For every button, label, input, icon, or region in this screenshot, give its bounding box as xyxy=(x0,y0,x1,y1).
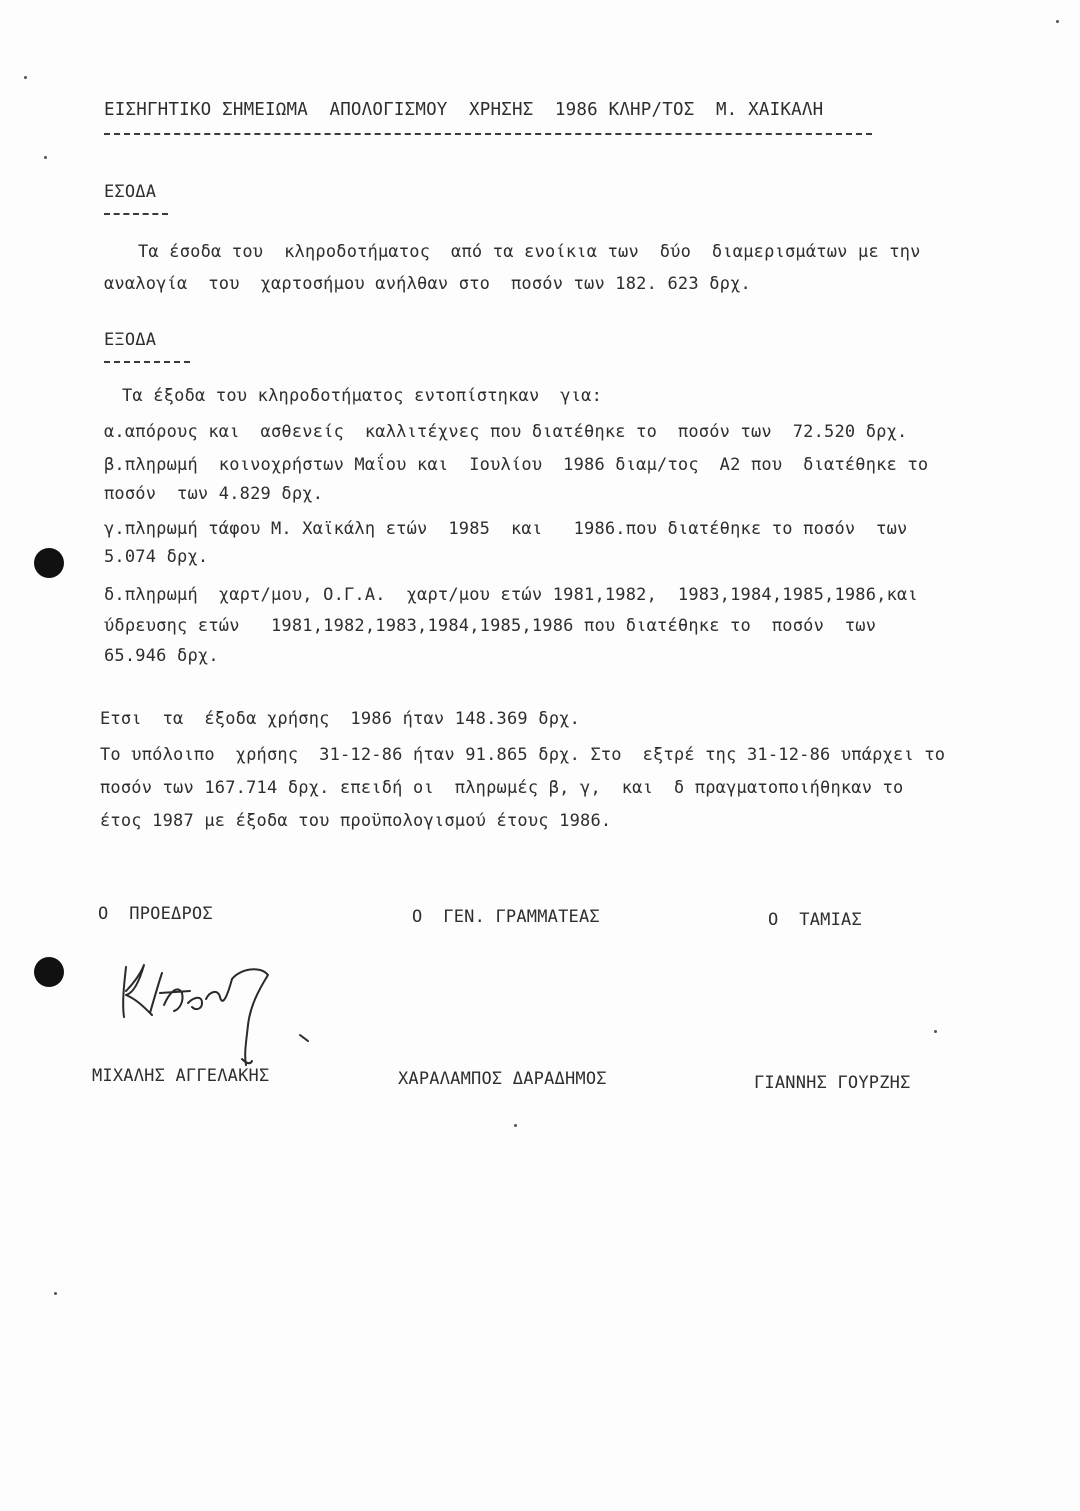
secretary-name: ΧΑΡΑΛΑΜΠΟΣ ΔΑΡΑΔΗΜΟΣ xyxy=(398,1069,607,1089)
expense-item-c-line-2: 5.074 δρχ. xyxy=(104,547,209,567)
expenses-intro: Τα έξοδα του κληροδοτήματος εντοπίστηκαν για: xyxy=(122,386,603,406)
summary-line-4: έτος 1987 με έξοδα του προϋπολογισμού έτους 1986. xyxy=(100,811,612,831)
scan-speck xyxy=(24,76,27,79)
income-heading-underline xyxy=(104,213,168,215)
title-underline xyxy=(104,133,872,135)
punch-hole-bottom xyxy=(34,957,64,987)
expense-item-a: α.απόρους και ασθενείς καλλιτέχνες που διατέθηκε το ποσόν των 72.520 δρχ. xyxy=(104,422,908,442)
scan-speck xyxy=(44,156,47,159)
expense-item-c-line-1: γ.πληρωμή τάφου Μ. Χαϊκάλη ετών 1985 και 1986.που διατέθηκε το ποσόν των xyxy=(104,519,908,539)
treasurer-name: ΓΙΑΝΝΗΣ ΓΟΥΡΖΗΣ xyxy=(754,1073,911,1093)
income-line-2: αναλογία του χαρτοσήμου ανήλθαν στο ποσόν των 182. 623 δρχ. xyxy=(104,274,751,294)
income-line-1: Τα έσοδα του κληροδοτήματος από τα ενοίκια των δύο διαμερισμάτων με την xyxy=(138,242,921,262)
summary-line-2: Το υπόλοιπο χρήσης 31-12-86 ήταν 91.865 δρχ. Στο εξτρέ της 31-12-86 υπάρχει το xyxy=(100,745,946,765)
expense-item-d-line-1: δ.πληρωμή χαρτ/μου, Ο.Γ.Α. χαρτ/μου ετών 1981,1982, 1983,1984,1985,1986,και xyxy=(104,585,918,605)
scan-speck xyxy=(1056,20,1059,23)
expense-item-b-line-2: ποσόν των 4.829 δρχ. xyxy=(104,484,324,504)
document-title: ΕΙΣΗΓΗΤΙΚΟ ΣΗΜΕΙΩΜΑ ΑΠΟΛΟΓΙΣΜΟΥ ΧΡΗΣΗΣ 1986 ΚΛΗΡ/ΤΟΣ Μ. ΧΑΙΚΑΛΗ xyxy=(104,100,824,120)
scan-speck xyxy=(514,1124,517,1127)
expense-item-b-line-1: β.πληρωμή κοινοχρήστων Μαΐου και Ιουλίου 1986 διαμ/τος Α2 που διατέθηκε το xyxy=(104,455,929,475)
punch-hole-top xyxy=(34,548,64,578)
scan-speck xyxy=(54,1292,57,1295)
expenses-heading: ΕΞΟΔΑ xyxy=(104,330,157,350)
president-name: ΜΙΧΑΛΗΣ ΑΓΓΕΛΑΚΗΣ xyxy=(92,1066,270,1086)
president-title: Ο ΠΡΟΕΔΡΟΣ xyxy=(98,904,213,924)
income-heading: ΕΣΟΔΑ xyxy=(104,182,157,202)
summary-line-1: Ετσι τα έξοδα χρήσης 1986 ήταν 148.369 δρχ. xyxy=(100,709,581,729)
expenses-heading-underline xyxy=(104,361,190,363)
expense-item-d-line-2: ύδρευσης ετών 1981,1982,1983,1984,1985,1986 που διατέθηκε το ποσόν των xyxy=(104,616,877,636)
summary-line-3: ποσόν των 167.714 δρχ. επειδή οι πληρωμές β, γ, και δ πραγματοποιήθηκαν το xyxy=(100,778,904,798)
expense-item-d-line-3: 65.946 δρχ. xyxy=(104,646,219,666)
secretary-title: Ο ΓΕΝ. ΓΡΑΜΜΑΤΕΑΣ xyxy=(412,907,600,927)
president-signature xyxy=(110,955,310,1070)
scan-speck xyxy=(934,1030,937,1033)
treasurer-title: Ο ΤΑΜΙΑΣ xyxy=(768,910,862,930)
